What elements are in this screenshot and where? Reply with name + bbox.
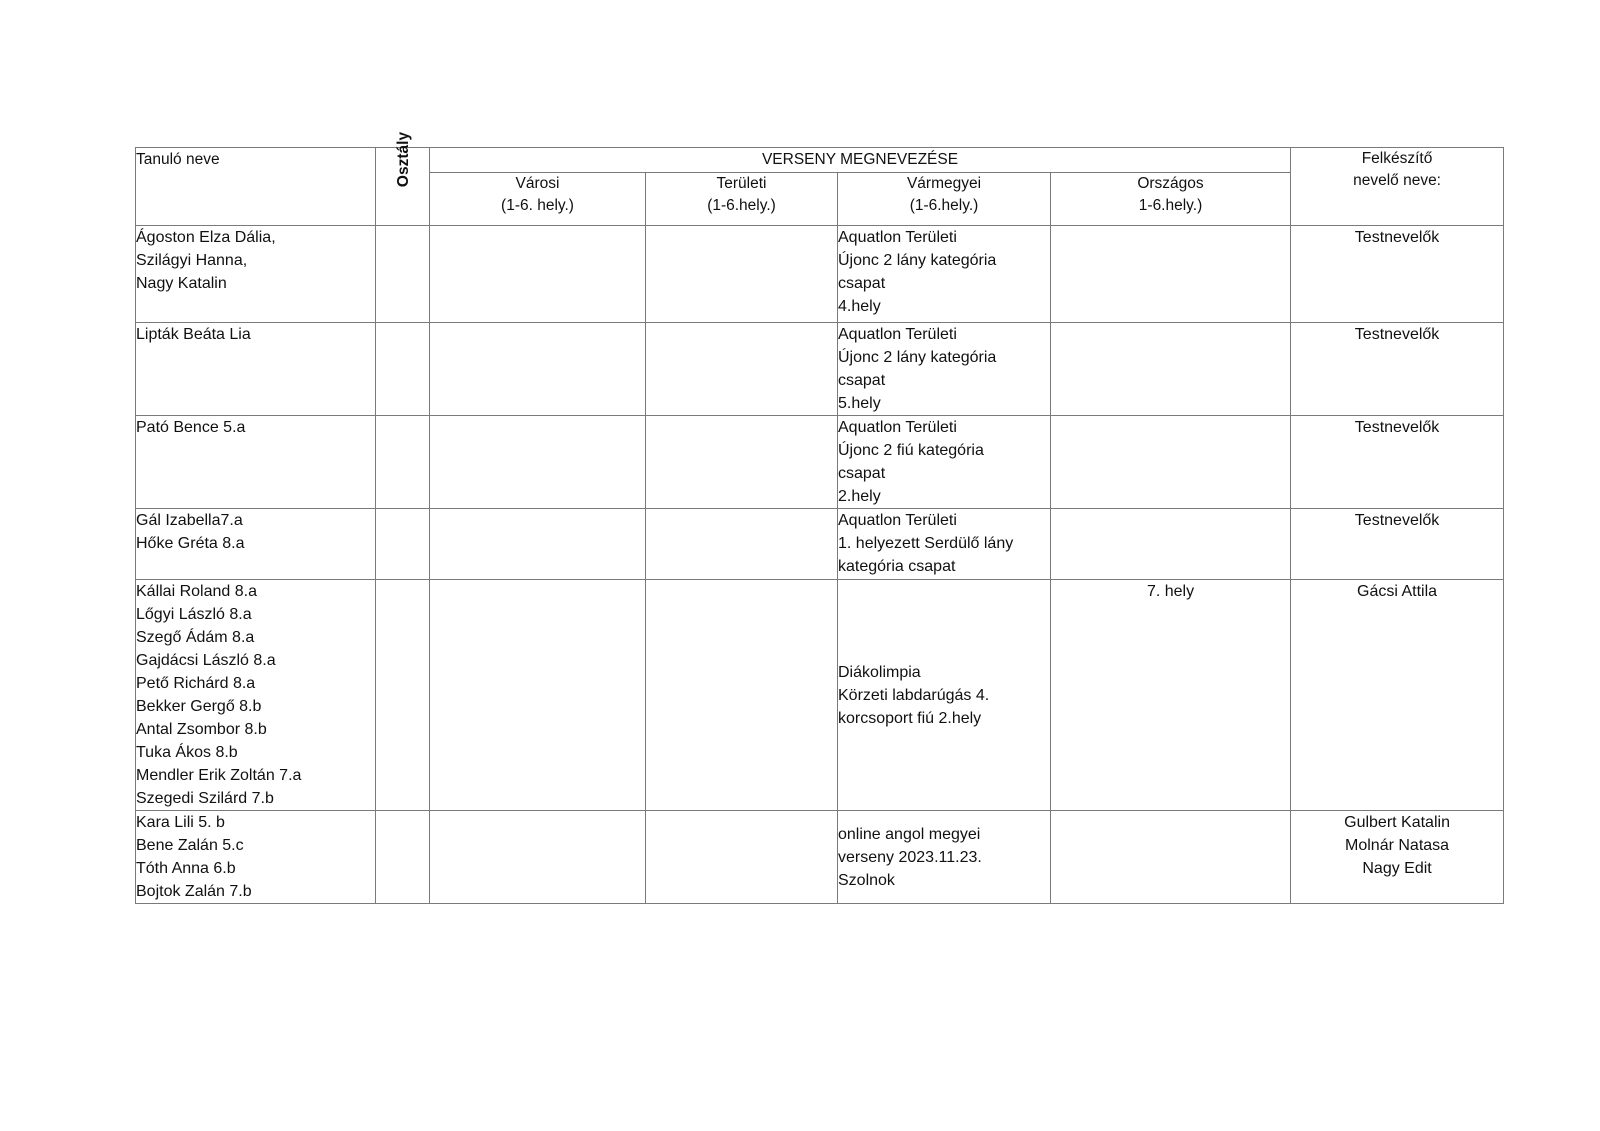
city-level-cell: [430, 811, 646, 904]
student-name: Bekker Gergő 8.b: [136, 698, 262, 715]
city-level-cell: [430, 580, 646, 811]
county-level-cell: [838, 416, 1051, 509]
student-name: Lipták Beáta Lia: [136, 326, 251, 343]
county-level-cell: [838, 811, 1051, 904]
level-header-county: [838, 173, 1051, 226]
student-names-cell: [136, 509, 376, 580]
student-name: Kállai Roland 8.a: [136, 583, 257, 600]
student-name: Mendler Erik Zoltán 7.a: [136, 767, 302, 784]
competition-line: Aquatlon Területi: [838, 512, 957, 529]
teacher-name: Testnevelők: [1354, 512, 1440, 529]
competition-line: korcsoport fiú 2.hely: [838, 709, 982, 727]
competition-line: online angol megyei: [838, 825, 981, 843]
city-level-cell: [430, 323, 646, 416]
teacher-cell: [1291, 323, 1504, 416]
student-name: Pató Bence 5.a: [136, 419, 246, 436]
class-header: [376, 131, 430, 226]
teacher-name: Gácsi Attila: [1357, 583, 1438, 600]
teacher-cell: [1291, 580, 1504, 811]
student-names-cell: [136, 323, 376, 416]
student-name: Antal Zsombor 8.b: [136, 721, 267, 738]
teacher-name: Testnevelők: [1354, 326, 1440, 343]
student-name: Gajdácsi László 8.a: [136, 652, 276, 669]
level-header-line: Területi: [716, 175, 767, 192]
regional-level-cell: [646, 226, 838, 323]
competition-line: Aquatlon Területi: [838, 419, 957, 436]
national-level-cell: [1051, 509, 1291, 580]
teacher-name: Testnevelők: [1354, 229, 1440, 246]
national-level-cell: [1051, 811, 1291, 904]
teacher-cell: [1291, 416, 1504, 509]
class-cell: [376, 323, 430, 416]
teacher-cell: [1291, 509, 1504, 580]
competition-results-table: [135, 131, 1504, 904]
level-header-line: Városi: [515, 175, 560, 192]
level-header-line: (1-6.hely.): [707, 197, 776, 214]
student-name: Tuka Ákos 8.b: [136, 744, 238, 761]
competition-line: 5.hely: [838, 395, 881, 412]
competition-line: Diákolimpia: [838, 663, 921, 681]
student-name: Kara Lili 5. b: [136, 814, 225, 831]
competition-line: verseny 2023.11.23.: [838, 848, 982, 866]
competition-line: Aquatlon Területi: [838, 326, 957, 343]
national-level-cell: [1051, 416, 1291, 509]
teacher-name: Molnár Natasa: [1345, 837, 1450, 854]
level-header-line: (1-6. hely.): [501, 197, 574, 214]
table-row: [136, 416, 1504, 509]
level-header-city: [430, 173, 646, 226]
table-row: [136, 580, 1504, 811]
student-name: Hőke Gréta 8.a: [136, 535, 245, 552]
teacher-header: [1291, 148, 1504, 226]
student-name: Szegedi Szilárd 7.b: [136, 790, 274, 807]
county-level-cell: [838, 509, 1051, 580]
county-level-cell: [838, 323, 1051, 416]
national-level-cell: [1051, 580, 1291, 811]
student-name: Bojtok Zalán 7.b: [136, 883, 252, 900]
city-level-cell: [430, 416, 646, 509]
class-cell: [376, 416, 430, 509]
student-names-cell: [136, 226, 376, 323]
level-header-line: Országos: [1137, 175, 1204, 192]
table-row: [136, 811, 1504, 904]
competition-line: Újonc 2 lány kategória: [838, 252, 997, 269]
county-level-cell: [838, 226, 1051, 323]
student-name: Lőgyi László 8.a: [136, 606, 252, 623]
teacher-header-line: Felkészítő: [1361, 150, 1433, 167]
teacher-name: Gulbert Katalin: [1344, 814, 1450, 831]
competition-line: csapat: [838, 372, 886, 389]
teacher-header-line: nevelő neve:: [1353, 172, 1441, 189]
regional-level-cell: [646, 509, 838, 580]
level-header-line: Vármegyei: [906, 175, 982, 192]
competition-line: 2.hely: [838, 488, 881, 505]
class-cell: [376, 811, 430, 904]
student-name: Nagy Katalin: [136, 275, 227, 292]
regional-level-cell: [646, 323, 838, 416]
competition-line: csapat: [838, 275, 886, 292]
class-cell: [376, 226, 430, 323]
class-header-label: Osztály: [395, 131, 413, 188]
national-result: 7. hely: [1146, 583, 1195, 600]
county-level-cell: [838, 580, 1051, 811]
student-name: Ágoston Elza Dália,: [136, 229, 276, 246]
competition-line: Körzeti labdarúgás 4.: [838, 686, 990, 704]
student-names-cell: [136, 416, 376, 509]
regional-level-cell: [646, 811, 838, 904]
competition-line: Újonc 2 lány kategória: [838, 349, 997, 366]
competition-line: kategória csapat: [838, 558, 956, 575]
regional-level-cell: [646, 580, 838, 811]
student-name: Bene Zalán 5.c: [136, 837, 244, 854]
class-cell: [376, 580, 430, 811]
student-names-cell: [136, 811, 376, 904]
level-header-regional: [646, 173, 838, 226]
competition-line: 1. helyezett Serdülő lány: [838, 535, 1014, 552]
level-header-line: (1-6.hely.): [909, 197, 979, 214]
teacher-name: Nagy Edit: [1362, 860, 1432, 877]
national-level-cell: [1051, 323, 1291, 416]
city-level-cell: [430, 509, 646, 580]
student-name-header: Tanuló neve: [136, 148, 376, 226]
level-header-national: [1051, 173, 1291, 226]
student-name: Gál Izabella7.a: [136, 512, 243, 529]
student-name: Tóth Anna 6.b: [136, 860, 236, 877]
header-row-1: [136, 148, 1504, 173]
student-name: Szegő Ádám 8.a: [136, 629, 255, 646]
regional-level-cell: [646, 416, 838, 509]
competition-line: Szolnok: [838, 871, 895, 889]
competition-line: Aquatlon Területi: [838, 229, 957, 246]
table-row: [136, 226, 1504, 323]
teacher-name: Testnevelők: [1354, 419, 1440, 436]
student-name: Szilágyi Hanna,: [136, 252, 248, 269]
competition-line: csapat: [838, 465, 886, 482]
teacher-cell: [1291, 811, 1504, 904]
competition-title-header: VERSENY MEGNEVEZÉSE: [430, 148, 1291, 173]
results-body: [136, 226, 1504, 904]
table-row: [136, 509, 1504, 580]
student-names-cell: [136, 580, 376, 811]
table-row: [136, 323, 1504, 416]
national-level-cell: [1051, 226, 1291, 323]
student-name: Pető Richárd 8.a: [136, 675, 256, 692]
class-cell: [376, 509, 430, 580]
competition-line: Újonc 2 fiú kategória: [838, 442, 984, 459]
city-level-cell: [430, 226, 646, 323]
competition-line: 4.hely: [838, 298, 881, 315]
teacher-cell: [1291, 226, 1504, 323]
level-header-line: 1-6.hely.): [1138, 197, 1203, 214]
